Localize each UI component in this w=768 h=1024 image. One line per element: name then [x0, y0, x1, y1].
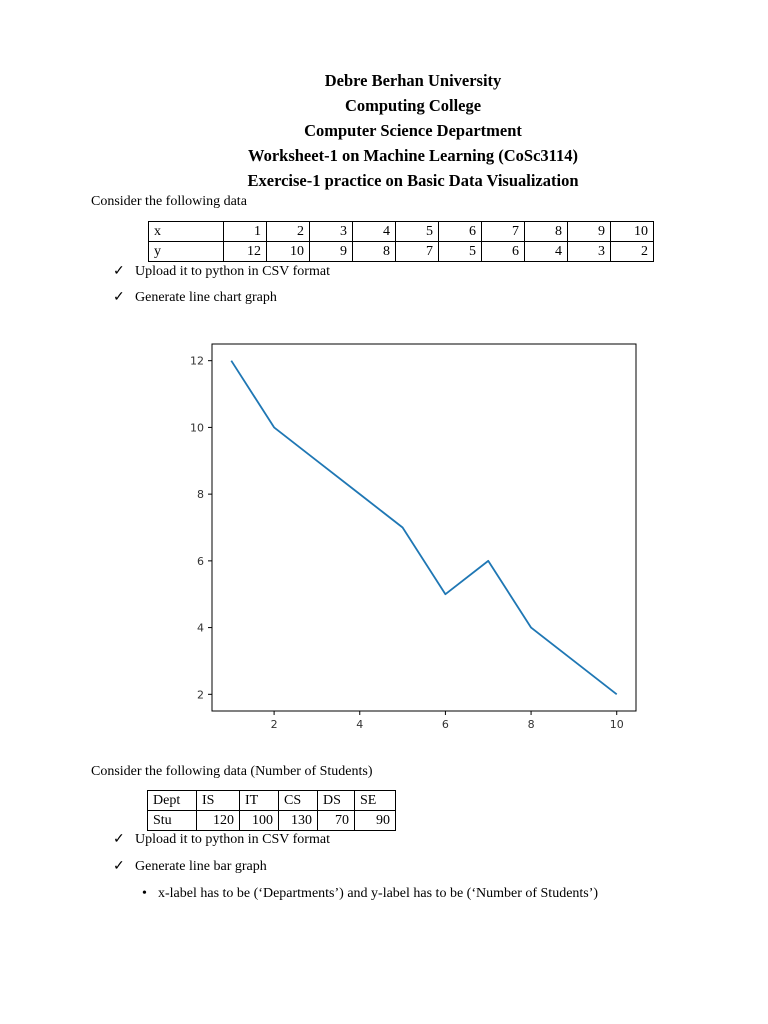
university-name: Debre Berhan University: [324, 71, 502, 90]
bullet-item: [142, 886, 598, 902]
table-header-cell: Dept: [148, 791, 197, 811]
table-cell: 90: [355, 811, 396, 831]
table-cell: 7: [396, 242, 439, 262]
check-mark-icon: ✓: [113, 290, 125, 305]
table-cell: 8: [525, 222, 568, 242]
college-name: Computing College: [344, 96, 482, 115]
table-cell: 120: [197, 811, 240, 831]
task-label: Generate line bar graph: [135, 859, 267, 874]
task-label: Upload it to python in CSV format: [135, 264, 330, 279]
bullet-label: x-label has to be (‘Departments’) and y-label has to be (‘Number of Students’): [158, 886, 599, 901]
exercise1-intro: Consider the following data: [91, 194, 247, 209]
exercise1-data-table: [148, 221, 654, 262]
table-cell: 3: [310, 222, 353, 242]
table-header-cell: IS: [197, 791, 240, 811]
table-cell: 4: [353, 222, 396, 242]
exercise-title: Exercise-1 practice on Basic Data Visualization: [247, 171, 579, 190]
x-tick-label: 2: [270, 718, 278, 731]
task-item: [113, 263, 330, 280]
table-cell: 5: [396, 222, 439, 242]
x-tick-label: 10: [609, 718, 624, 731]
line-chart: [170, 332, 650, 742]
x-tick-label: 4: [356, 718, 364, 731]
check-mark-icon: ✓: [113, 832, 125, 847]
table-cell: 6: [482, 242, 525, 262]
table-cell: 8: [353, 242, 396, 262]
table-cell: 7: [482, 222, 525, 242]
table-header-cell: DS: [318, 791, 355, 811]
x-tick-label: 8: [527, 718, 535, 731]
task-item: [113, 858, 267, 875]
check-mark-icon: ✓: [113, 264, 125, 279]
task-item: [113, 289, 277, 306]
table-cell: 1: [224, 222, 267, 242]
table-cell: 10: [611, 222, 654, 242]
table-row: [148, 791, 396, 811]
y-tick-label: 8: [197, 488, 204, 502]
table-header-cell: CS: [279, 791, 318, 811]
table-cell: 2: [611, 242, 654, 262]
table-cell: Stu: [148, 811, 197, 831]
table-cell: 9: [310, 242, 353, 262]
bullet-icon: •: [142, 886, 147, 901]
table-row: [149, 242, 654, 262]
task-label: Upload it to python in CSV format: [135, 832, 330, 847]
table-cell: 10: [267, 242, 310, 262]
document-header: [0, 68, 768, 193]
table-cell: 130: [279, 811, 318, 831]
y-tick-label: 12: [190, 354, 204, 368]
table-header-cell: SE: [355, 791, 396, 811]
plot-frame: [212, 344, 636, 711]
table-row: [149, 222, 654, 242]
table-cell: 9: [568, 222, 611, 242]
table-cell: 6: [439, 222, 482, 242]
y-tick-label: 10: [190, 421, 204, 435]
table-cell: y: [149, 242, 224, 262]
table-cell: x: [149, 222, 224, 242]
table-cell: 100: [240, 811, 279, 831]
table-cell: 5: [439, 242, 482, 262]
exercise2-intro: Consider the following data (Number of Students): [91, 764, 373, 779]
department-name: Computer Science Department: [304, 121, 522, 140]
table-cell: 70: [318, 811, 355, 831]
y-tick-label: 6: [197, 554, 204, 568]
table-cell: 2: [267, 222, 310, 242]
check-mark-icon: ✓: [113, 859, 125, 874]
exercise2-data-table: [147, 790, 396, 831]
table-cell: 3: [568, 242, 611, 262]
worksheet-title: Worksheet-1 on Machine Learning (CoSc3114): [248, 146, 578, 165]
table-header-cell: IT: [240, 791, 279, 811]
table-cell: 4: [525, 242, 568, 262]
task-item: [113, 831, 330, 848]
table-cell: 12: [224, 242, 267, 262]
task-label: Generate line chart graph: [135, 290, 277, 305]
table-row: [148, 811, 396, 831]
series-line: [231, 361, 616, 695]
y-tick-label: 2: [197, 688, 204, 702]
y-tick-label: 4: [197, 621, 204, 635]
x-tick-label: 6: [441, 718, 449, 731]
